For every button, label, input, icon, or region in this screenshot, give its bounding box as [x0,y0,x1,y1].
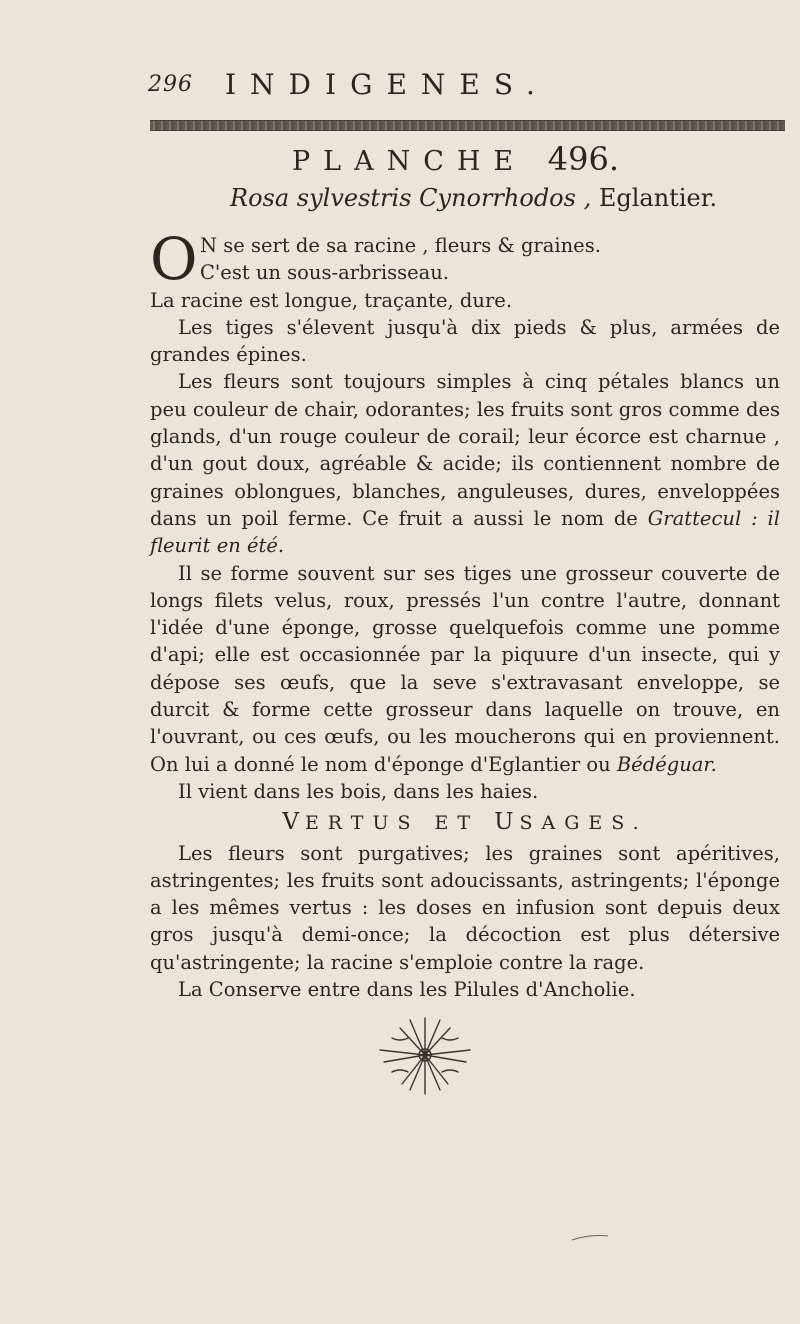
plate-heading [292,140,619,178]
drop-cap: O [150,225,198,293]
usages-paragraph: Les fleurs sont purgatives; les graines sont apéritives, astringentes; les fruits sont adoucissants, astringents; l'éponge a les mêmes vertus : les doses en infusion sont depuis deux gros jusqu'à demi-once; la décoction est plus détersive qu'astringente; la racine s'emploie contre la rage. [150,841,780,974]
intro-line-2: C'est un sous-arbrisseau. [200,261,450,285]
section-initial-u: U [494,809,520,836]
section-initial-v: V [282,809,305,836]
section-heading [150,809,780,837]
running-head [0,68,800,104]
grosseur-italic: Bédéguar. [616,752,717,776]
tiges-paragraph: Les tiges s'élevent jusqu'à dix pieds & plus, armées de grandes épines. [150,315,780,367]
intro-paragraph [150,225,780,293]
section-text-2: SAGES. [519,812,648,835]
conserve-paragraph: La Conserve entre dans les Pilules d'Ancholie. [178,978,636,1002]
body-text [150,225,780,1003]
plate-number: 496. [547,140,619,178]
intro-line-1: N se sert de sa racine , fleurs & graines. [200,234,601,257]
section-text-1: ERTUS ET [304,812,480,835]
racine-paragraph: La racine est longue, traçante, dure. [150,288,513,312]
grosseur-paragraph [150,560,780,778]
running-title: INDIGENES. [225,68,549,101]
fleurs-paragraph [150,368,780,559]
ink-smudge [570,1232,610,1242]
plate-label: PLANCHE [292,146,527,177]
species-common: Eglantier. [598,184,718,212]
fleurs-italic: Grattecul : il fleurit en été. [150,506,780,558]
ornament-rule [150,120,785,131]
floral-ornament-icon [370,1010,480,1100]
species-latin: Rosa sylvestris Cynorrhodos , [230,184,592,212]
species-name [230,184,717,212]
page-number: 296 [148,72,193,97]
grosseur-text: Il se forme souvent sur ses tiges une grosseur couverte de longs filets velus, roux, pressés l'un contre l'autre, donnant l'idée d'une éponge, grosse quelquefois comme une pomme d'api; elle est occasionnée par la piquure d'un insecte, qui y dépose ses œufs, que la seve s'extravasant enveloppe, se durcit & forme cette grosseur dans laquelle on trouve, en l'ouvrant, ou ces œufs, ou les moucherons qui en proviennent. On lui a donné le nom d'éponge d'Eglantier ou [150,561,780,776]
habitat-paragraph: Il vient dans les bois, dans les haies. [178,779,539,803]
fleurs-text: Les fleurs sont toujours simples à cinq pétales blancs un peu couleur de chair, odorantes; les fruits sont gros comme des glands, d'un rouge couleur de corail; leur écorce est charnue , d'un gout doux, agréable & acide; ils contiennent nombre de graines oblongues, blanches, anguleuses, dures, enveloppées dans un poil ferme. Ce fruit a aussi le nom de [150,370,780,530]
